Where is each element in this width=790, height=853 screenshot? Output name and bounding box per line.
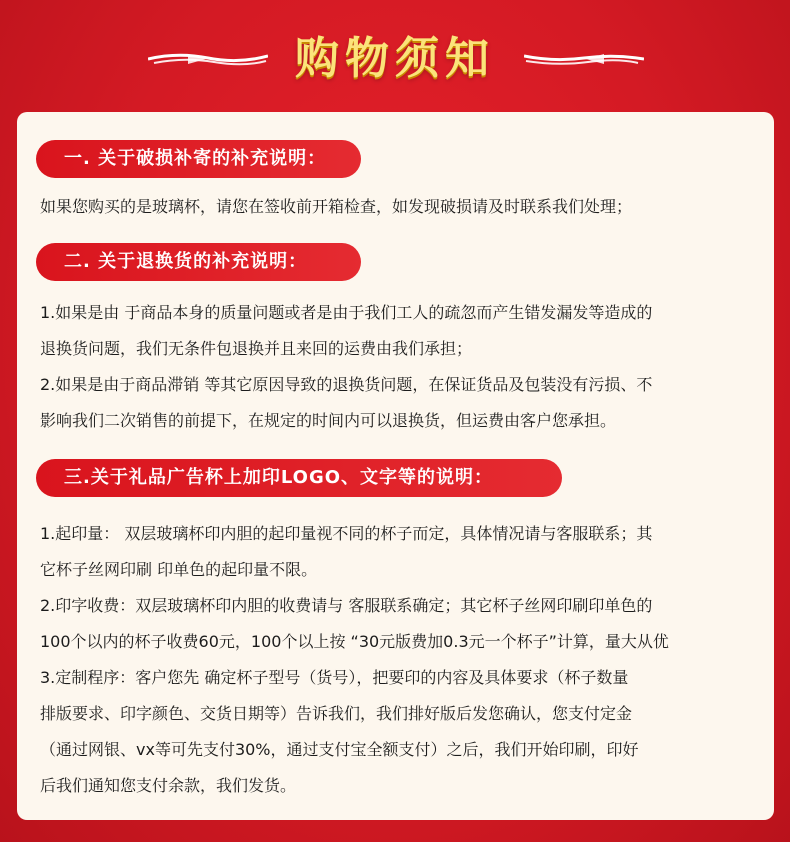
section-heading-logo-printing: 三.关于礼品广告杯上加印LOGO、文字等的说明：: [36, 459, 562, 497]
text-line: 它杯子丝网印刷 印单色的起印量不限。: [40, 560, 318, 579]
section-heading-returns: 二. 关于退换货的补充说明：: [36, 243, 361, 281]
text-line: 1.如果是由 于商品本身的质量问题或者是由于我们工人的疏忽而产生错发漏发等造成的: [40, 303, 653, 322]
text-line: 2.印字收费：双层玻璃杯印内胆的收费请与 客服联系确定；其它杯子丝网印刷印单色的: [40, 596, 653, 615]
text-line: （通过网银、vx等可先支付30%，通过支付宝全额支付）之后，我们开始印刷，印好: [40, 740, 639, 759]
section-body-returns: [40, 295, 770, 439]
bottom-strip: [0, 842, 790, 853]
page-title: 购物须知: [295, 33, 495, 84]
text-line: 100个以内的杯子收费60元，100个以上按 “30元版费加0.3元一个杯子”计算，量大从优: [40, 632, 669, 651]
text-line: 排版要求、印字颜色、交货日期等）告诉我们，我们排好版后发您确认，您支付定金: [40, 704, 633, 723]
text-line: 后我们通知您支付余款，我们发货。: [40, 776, 297, 795]
text-line: 3.定制程序：客户您先 确定杯子型号（货号），把要印的内容及具体要求（杯子数量: [40, 668, 629, 687]
text-line: 1.起印量： 双层玻璃杯印内胆的起印量视不同的杯子而定，具体情况请与客服联系；其: [40, 524, 653, 543]
section-heading-damage: 一. 关于破损补寄的补充说明：: [36, 140, 361, 178]
section-body-logo-printing: [40, 516, 770, 804]
text-line: 退换货问题，我们无条件包退换并且来回的运费由我们承担；: [40, 339, 473, 358]
text-line: 2.如果是由于商品滞销 等其它原因导致的退换货问题，在保证货品及包装没有污损、不: [40, 375, 653, 394]
section-body-damage: [40, 189, 770, 225]
text-line: 影响我们二次销售的前提下，在规定的时间内可以退换货，但运费由客户您承担。: [40, 411, 617, 430]
text-line: 如果您购买的是玻璃杯，请您在签收前开箱检查，如发现破损请及时联系我们处理；: [40, 197, 633, 216]
